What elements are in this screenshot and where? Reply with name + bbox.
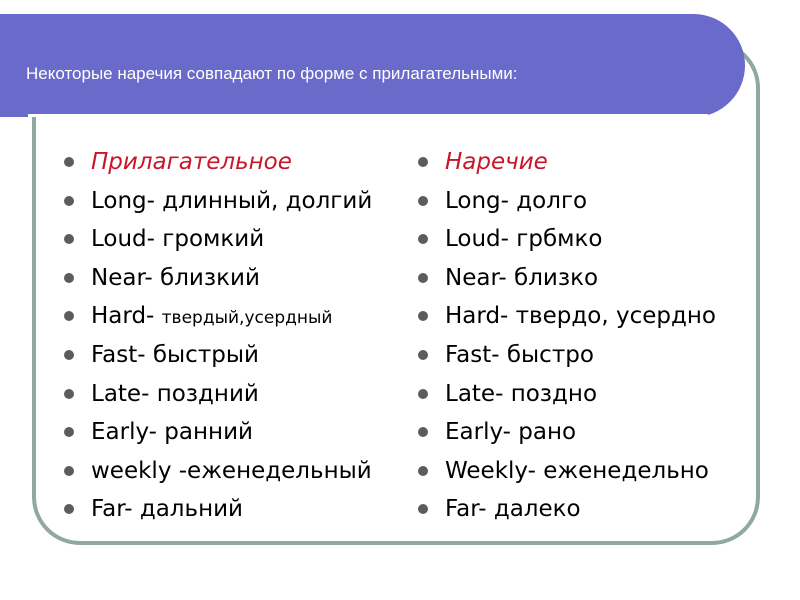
- bullet-icon: [64, 350, 74, 360]
- list-item: [416, 375, 746, 414]
- english-word: Long-: [445, 187, 517, 214]
- list-item: [416, 452, 746, 491]
- adverb-header: [416, 143, 746, 182]
- bullet-icon: [64, 311, 74, 321]
- bullet-icon: [64, 196, 74, 206]
- english-word: weekly: [91, 457, 179, 484]
- title-banner: [0, 14, 745, 117]
- russian-translation: длинный, долгий: [162, 187, 373, 214]
- bullet-icon: [418, 466, 428, 476]
- russian-translation: грбмко: [516, 226, 603, 253]
- bullet-icon: [64, 234, 74, 244]
- english-word: Late-: [445, 380, 511, 407]
- list-item: [62, 259, 402, 298]
- list-item: [416, 336, 746, 375]
- english-word: Hard-: [445, 303, 516, 330]
- english-word: Hard-: [91, 303, 162, 330]
- english-word: Near-: [91, 264, 161, 291]
- russian-translation: поздно: [510, 380, 598, 407]
- slide-title: Некоторые наречия совпадают по форме с прилагательными:: [26, 64, 518, 83]
- russian-translation: быстрый: [152, 341, 259, 368]
- bullet-icon: [418, 273, 428, 283]
- english-word: Loud-: [445, 226, 517, 253]
- list-item: [62, 182, 402, 221]
- bullet-icon: [418, 504, 428, 514]
- adverb-header-label: Наречие: [445, 149, 548, 175]
- english-word: Fast-: [91, 341, 153, 368]
- adjective-list: [62, 143, 402, 529]
- bullet-icon: [64, 466, 74, 476]
- bullet-icon: [64, 504, 74, 514]
- list-item: [416, 297, 746, 336]
- bullet-icon: [418, 311, 428, 321]
- list-item: [416, 490, 746, 529]
- banner-underline: [28, 114, 708, 117]
- russian-translation: дальний: [139, 496, 243, 523]
- bullet-icon: [418, 350, 428, 360]
- russian-translation: ранний: [164, 419, 253, 446]
- list-item: [62, 490, 402, 529]
- russian-translation: быстро: [506, 341, 594, 368]
- english-word: Long-: [91, 187, 163, 214]
- russian-translation: близко: [514, 264, 599, 291]
- list-item: [62, 452, 402, 491]
- russian-translation: еженедельно: [543, 457, 709, 484]
- russian-translation: долго: [516, 187, 588, 214]
- russian-translation: -еженедельный: [178, 457, 372, 484]
- english-word: Weekly-: [445, 457, 544, 484]
- adjective-header-label: Прилагательное: [91, 149, 292, 175]
- list-item: [416, 413, 746, 452]
- list-item: [62, 336, 402, 375]
- bullet-icon: [64, 273, 74, 283]
- bullet-icon: [418, 157, 428, 167]
- list-item: [62, 297, 402, 336]
- russian-translation: громкий: [162, 226, 265, 253]
- bullet-icon: [64, 389, 74, 399]
- bullet-icon: [64, 157, 74, 167]
- english-word: Early-: [91, 419, 165, 446]
- list-item: [416, 220, 746, 259]
- list-item: [62, 375, 402, 414]
- english-word: Near-: [445, 264, 515, 291]
- bullet-icon: [418, 234, 428, 244]
- bullet-icon: [64, 427, 74, 437]
- english-word: Loud-: [91, 226, 163, 253]
- russian-translation: поздний: [156, 380, 259, 407]
- adverb-list: [416, 143, 746, 529]
- english-word: Late-: [91, 380, 157, 407]
- english-word: Fast-: [445, 341, 507, 368]
- adjective-header: [62, 143, 402, 182]
- russian-translation: близкий: [160, 264, 260, 291]
- list-item: [416, 259, 746, 298]
- bullet-icon: [418, 196, 428, 206]
- english-word: Far-: [91, 496, 140, 523]
- russian-translation: рано: [518, 419, 577, 446]
- english-word: Early-: [445, 419, 519, 446]
- english-word: Far-: [445, 496, 494, 523]
- russian-translation: твердо, усердно: [515, 303, 716, 330]
- list-item: [62, 220, 402, 259]
- russian-translation: твердый,усердный: [161, 308, 333, 329]
- russian-translation: далеко: [493, 496, 581, 523]
- list-item: [416, 182, 746, 221]
- bullet-icon: [418, 389, 428, 399]
- bullet-icon: [418, 427, 428, 437]
- list-item: [62, 413, 402, 452]
